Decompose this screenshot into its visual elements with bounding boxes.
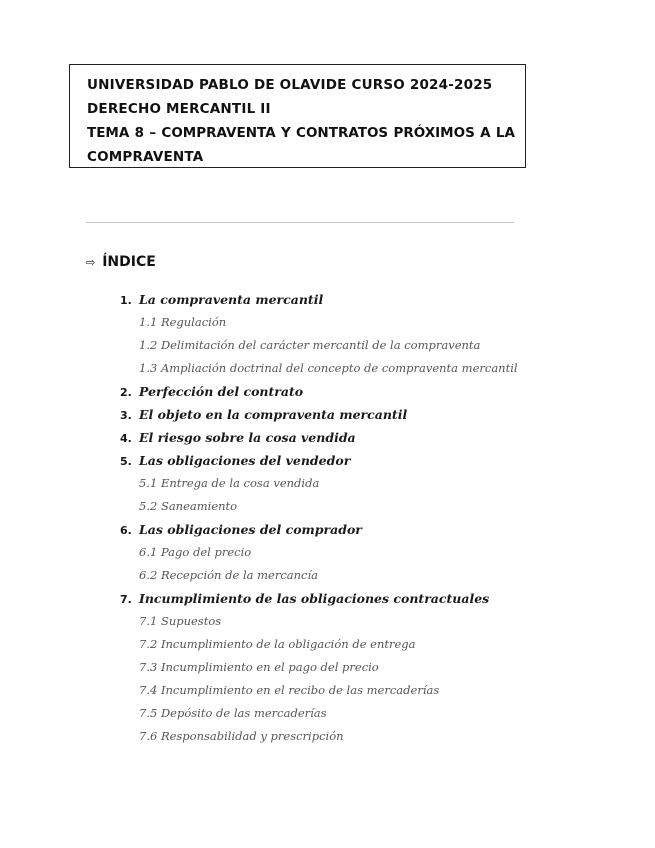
toc-subsection-label: 6.2 Recepción de la mercancía	[139, 568, 319, 582]
toc-subsection-label: 7.5 Depósito de las mercaderías	[139, 706, 327, 720]
topic-word: PRÓXIMOS	[393, 125, 475, 141]
topic-word: –	[149, 125, 157, 141]
toc-subsection-label: 7.2 Incumplimiento de la obligación de entrega	[139, 637, 416, 651]
toc-subsection-label: 1.2 Delimitación del carácter mercantil de la compraventa	[139, 338, 481, 352]
toc-section-number: 1.	[120, 294, 132, 307]
toc-subsection	[120, 656, 518, 679]
topic-word: TEMA	[87, 125, 130, 141]
toc-subsection-label: 7.6 Responsabilidad y prescripción	[139, 729, 344, 743]
toc-subsection-label: 1.1 Regulación	[139, 315, 227, 329]
toc-subsection-label: 5.2 Saneamiento	[139, 499, 238, 513]
topic-word: A	[480, 125, 491, 141]
toc-subsection-label: 7.3 Incumplimiento en el pago del precio	[139, 660, 379, 674]
toc-section	[120, 380, 518, 403]
toc-section-label: Las obligaciones del comprador	[139, 522, 362, 537]
topic-word: CONTRATOS	[296, 125, 389, 141]
toc-subsection-label: 5.1 Entrega de la cosa vendida	[139, 476, 320, 490]
table-of-contents	[120, 288, 518, 748]
toc-section-label: Incumplimiento de las obligaciones contractuales	[139, 591, 490, 606]
university-course-line: UNIVERSIDAD PABLO DE OLAVIDE CURSO 2024-2025	[87, 77, 493, 93]
toc-subsection-label: 6.1 Pago del precio	[139, 545, 252, 559]
toc-subsection	[120, 472, 518, 495]
topic-line-continued: COMPRAVENTA	[87, 149, 204, 165]
index-heading-label: ÍNDICE	[102, 254, 156, 270]
toc-section	[120, 288, 518, 311]
toc-section-number: 2.	[120, 386, 132, 399]
horizontal-divider	[86, 222, 514, 223]
toc-section-label: Las obligaciones del vendedor	[139, 453, 351, 468]
toc-section	[120, 403, 518, 426]
toc-section-number: 5.	[120, 455, 132, 468]
index-heading	[86, 254, 156, 270]
toc-subsection	[120, 679, 518, 702]
toc-section	[120, 587, 518, 610]
topic-word: 8	[134, 125, 145, 141]
arrow-right-icon: ⇨	[86, 255, 96, 269]
toc-subsection	[120, 495, 518, 518]
toc-subsection	[120, 357, 518, 380]
toc-section	[120, 518, 518, 541]
toc-subsection	[120, 610, 518, 633]
toc-subsection	[120, 725, 518, 748]
toc-section-label: El objeto en la compraventa mercantil	[139, 407, 408, 422]
toc-section-number: 6.	[120, 524, 132, 537]
topic-word: LA	[495, 125, 515, 141]
topic-word: Y	[280, 125, 291, 141]
toc-section-number: 3.	[120, 409, 132, 422]
toc-subsection	[120, 541, 518, 564]
topic-word: COMPRAVENTA	[161, 125, 276, 141]
toc-section-label: El riesgo sobre la cosa vendida	[139, 430, 356, 445]
toc-section	[120, 426, 518, 449]
toc-section-label: La compraventa mercantil	[139, 292, 324, 307]
toc-subsection-label: 1.3 Ampliación doctrinal del concepto de compraventa mercantil	[139, 361, 518, 375]
toc-subsection-label: 7.4 Incumplimiento en el recibo de las mercaderías	[139, 683, 440, 697]
toc-subsection	[120, 334, 518, 357]
toc-subsection-label: 7.1 Supuestos	[139, 614, 222, 628]
toc-section	[120, 449, 518, 472]
toc-section-number: 7.	[120, 593, 132, 606]
toc-section-label: Perfección del contrato	[139, 384, 304, 399]
toc-section-number: 4.	[120, 432, 132, 445]
title-box	[69, 64, 526, 168]
subject-line: DERECHO MERCANTIL II	[87, 101, 271, 117]
toc-subsection	[120, 311, 518, 334]
toc-subsection	[120, 564, 518, 587]
toc-subsection	[120, 702, 518, 725]
topic-line	[87, 121, 515, 145]
toc-subsection	[120, 633, 518, 656]
